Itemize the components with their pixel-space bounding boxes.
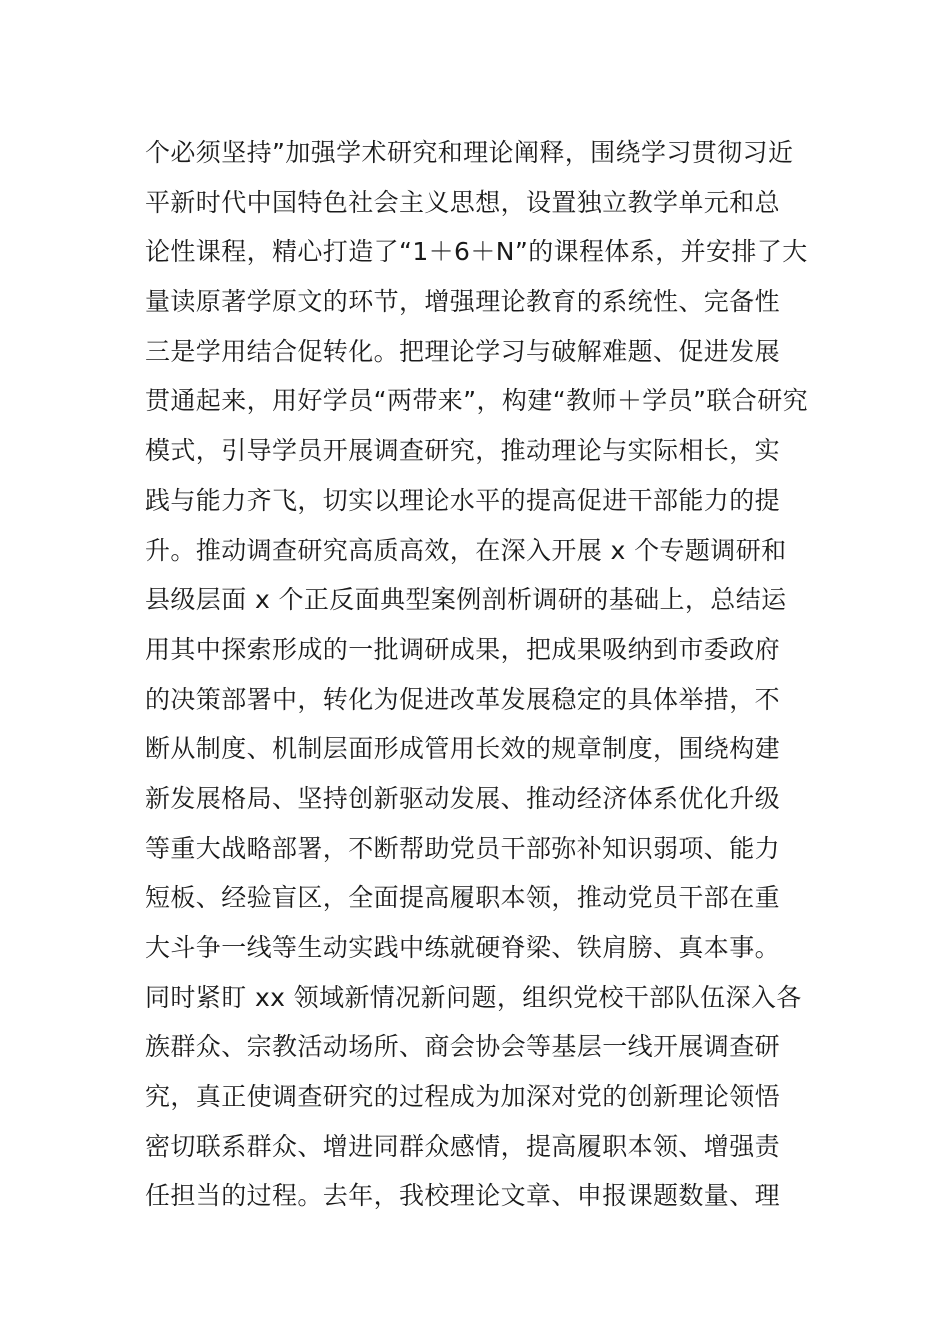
body-text — [145, 128, 815, 1221]
text-line: 论性课程，精心打造了“1＋6＋N”的课程体系，并安排了大 — [145, 237, 808, 267]
text-line: 量读原著学原文的环节，增强理论教育的系统性、完备性 — [145, 287, 781, 317]
text-line: 族群众、宗教活动场所、商会协会等基层一线开展调查研 — [145, 1032, 781, 1062]
text-line: 大斗争一线等生动实践中练就硬脊梁、铁肩膀、真本事。 — [145, 933, 781, 962]
text-line: 县级层面 x 个正反面典型案例剖析调研的基础上，总结运 — [145, 585, 787, 615]
text-line: 究，真正使调查研究的过程成为加深对党的创新理论领悟 — [145, 1082, 781, 1112]
text-line: 贯通起来，用好学员“两带来”，构建“教师＋学员”联合研究 — [145, 386, 809, 416]
text-line: 等重大战略部署，不断帮助党员干部弥补知识弱项、能力 — [145, 833, 781, 863]
text-line: 同时紧盯 xx 领域新情况新问题，组织党校干部队伍深入各 — [145, 982, 802, 1012]
text-line: 的决策部署中，转化为促进改革发展稳定的具体举措，不 — [145, 684, 781, 714]
text-line: 密切联系群众、增进同群众感情，提高履职本领、增强责 — [145, 1131, 781, 1161]
text-line: 平新时代中国特色社会主义思想，设置独立教学单元和总 — [145, 187, 781, 217]
text-line: 用其中探索形成的一批调研成果，把成果吸纳到市委政府 — [145, 634, 781, 664]
text-line: 短板、经验盲区，全面提高履职本领，推动党员干部在重 — [145, 883, 781, 913]
text-line: 新发展格局、坚持创新驱动发展、推动经济体系优化升级 — [145, 783, 781, 813]
text-line: 断从制度、机制层面形成管用长效的规章制度，围绕构建 — [145, 734, 781, 764]
text-line: 三是学用结合促转化。把理论学习与破解难题、促进发展 — [145, 336, 781, 366]
text-line: 践与能力齐飞，切实以理论水平的提高促进干部能力的提 — [145, 485, 781, 515]
text-line: 个必须坚持”加强学术研究和理论阐释，围绕学习贯彻习近 — [145, 138, 794, 167]
text-line: 升。推动调查研究高质高效，在深入开展 x 个专题调研和 — [145, 535, 787, 565]
text-line: 模式，引导学员开展调查研究，推动理论与实际相长，实 — [145, 436, 781, 466]
text-line: 任担当的过程。去年，我校理论文章、申报课题数量、理 — [145, 1181, 781, 1211]
